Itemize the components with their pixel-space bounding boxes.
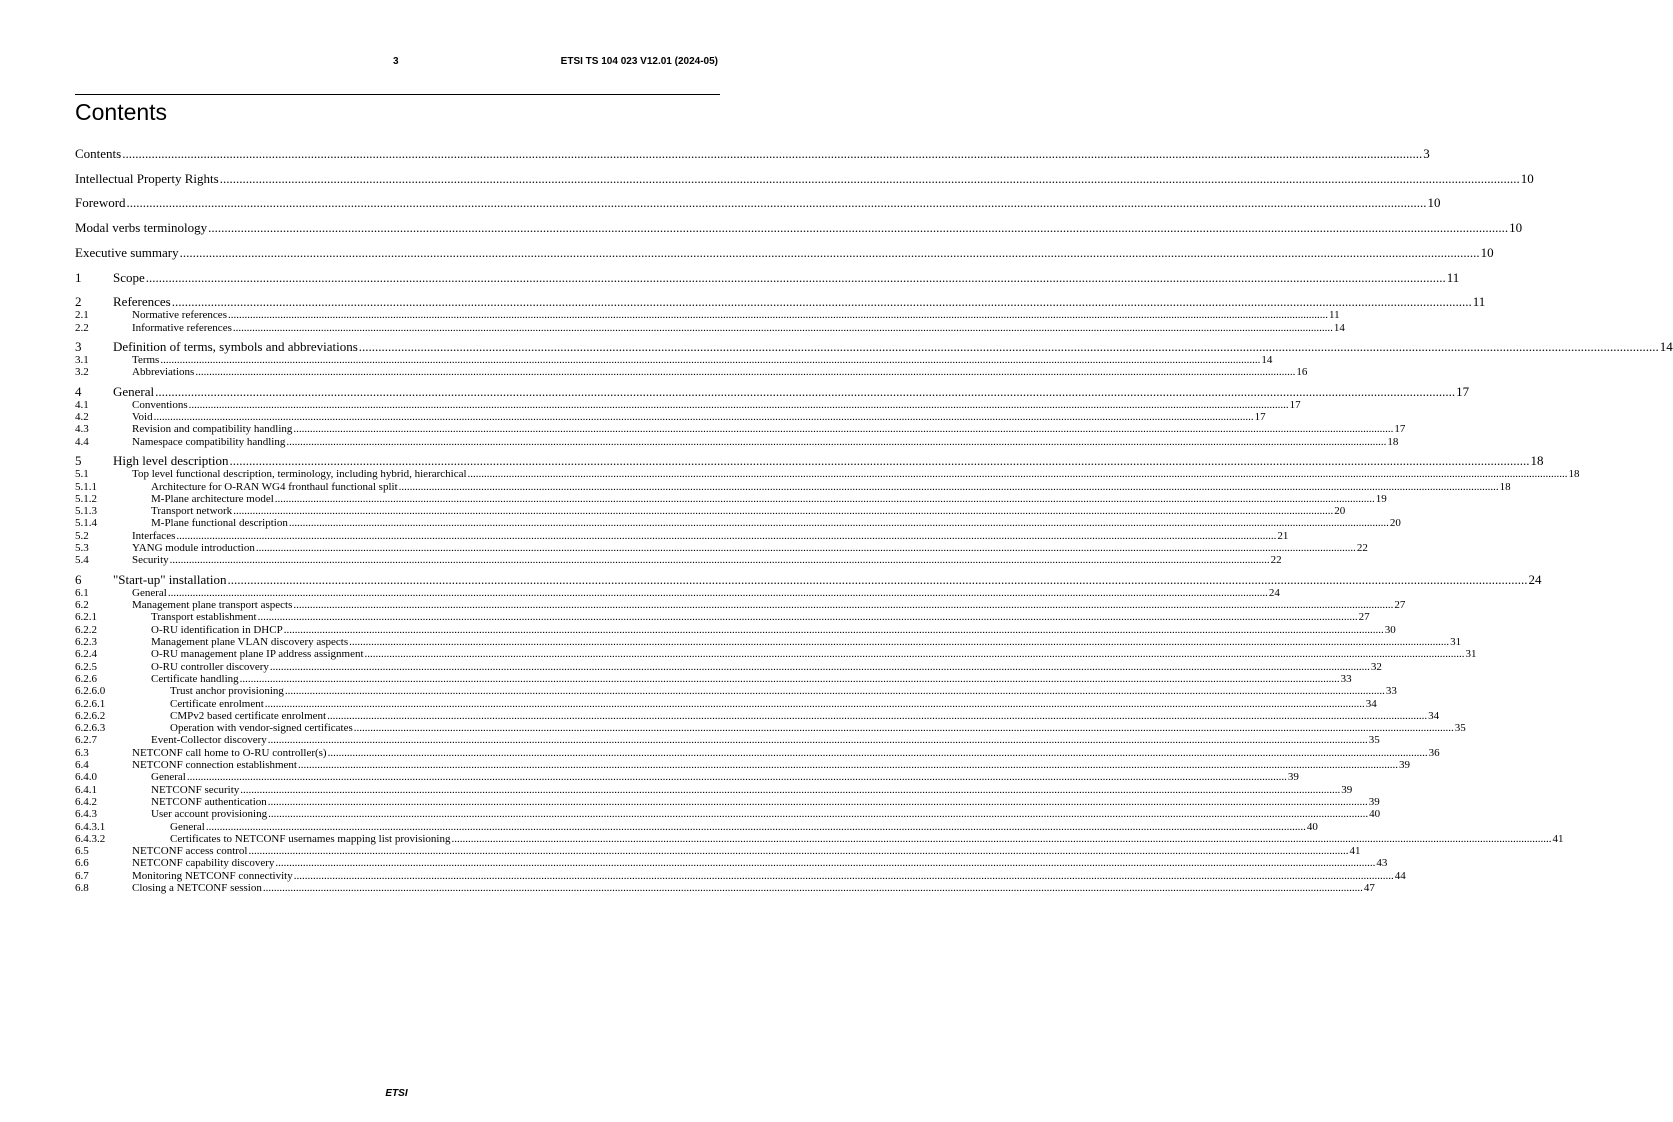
toc-entry[interactable] [75,435,1399,449]
toc-entry-number: 5.1 [75,468,89,481]
toc-entry-title: Scope [113,269,145,285]
toc-entry-title: Intellectual Property Rights [75,170,219,186]
toc-leader-dots: ................................................................................................................................................................................................................................................................................................................................................................................................................ [283,623,1384,636]
toc-leader-dots: ................................................................................................................................................................................................................................................................................................................................................................................................................ [179,244,1480,260]
toc-entry-number: 6 [75,571,82,587]
toc-entry-number: 6.5 [75,845,89,858]
toc-leader-dots: ................................................................................................................................................................................................................................................................................................................................................................................................................ [229,453,1530,469]
toc-entry-title: General [170,820,205,833]
toc-entry-page: 17 [1289,398,1301,411]
toc-leader-dots: ................................................................................................................................................................................................................................................................................................................................................................................................................ [284,685,1385,698]
toc-leader-dots: ................................................................................................................................................................................................................................................................................................................................................................................................................ [353,722,1454,735]
toc-entry-title: Transport establishment [151,611,257,624]
toc-entry-page: 40 [1369,808,1381,821]
toc-entry-title: M-Plane functional description [151,517,288,530]
toc-entry[interactable] [75,244,1494,261]
toc-entry-title: General [113,383,155,399]
toc-entry-number: 6.2.6.2 [75,709,106,722]
toc-entry-number: 5 [75,453,82,469]
toc-entry-title: "Start-up" installation [113,571,227,587]
toc-entry-title: Certificates to NETCONF usernames mapping list provisioning [170,832,451,845]
toc-entry-number: 6.4.3.2 [75,832,106,845]
toc-leader-dots: ................................................................................................................................................................................................................................................................................................................................................................................................................ [219,170,1520,186]
toc-entry[interactable] [75,869,1406,883]
toc-entry-page: 18 [1530,453,1544,469]
toc-entry[interactable] [75,709,1440,723]
toc-leader-dots: ................................................................................................................................................................................................................................................................................................................................................................................................................ [467,468,1568,481]
toc-leader-dots: ................................................................................................................................................................................................................................................................................................................................................................................................................ [262,882,1363,894]
toc-entry[interactable] [75,366,1308,379]
toc-entry-number: 6.4 [75,759,89,771]
toc-leader-dots: ................................................................................................................................................................................................................................................................................................................................................................................................................ [167,586,1268,599]
toc-entry-number: 6.3 [75,746,89,759]
toc-entry[interactable] [75,480,1511,494]
toc-entry-title: Contents [75,146,122,161]
toc-entry-page: 21 [1277,529,1289,542]
toc-entry-page: 35 [1368,734,1380,747]
toc-entry-page: 17 [1456,383,1470,399]
toc-entry-title: Security [132,554,169,567]
toc-leader-dots: ................................................................................................................................................................................................................................................................................................................................................................................................................ [364,648,1465,661]
toc-entry-title: Management plane VLAN discovery aspects [151,636,349,648]
toc-entry[interactable] [75,517,1401,530]
toc-leader-dots: ................................................................................................................................................................................................................................................................................................................................................................................................................ [240,783,1341,796]
toc-entry-number: 6.2.3 [75,636,97,648]
toc-entry[interactable] [75,321,1345,335]
toc-entry[interactable] [75,571,1542,588]
toc-entry-page: 17 [1394,423,1406,436]
toc-entry-number: 4.2 [75,411,89,424]
toc-entry-title: Transport network [151,505,233,518]
toc-leader-dots: ................................................................................................................................................................................................................................................................................................................................................................................................................ [358,339,1659,354]
toc-entry-number: 2.2 [75,321,89,334]
header-rule [75,94,720,95]
toc-entry-title: O-RU identification in DHCP [151,623,283,636]
toc-entry-page: 39 [1368,795,1380,808]
toc-entry-number: 4.1 [75,398,89,411]
toc-entry-title: Conventions [132,398,188,411]
toc-leader-dots: ................................................................................................................................................................................................................................................................................................................................................................................................................ [327,709,1428,722]
toc-entry-page: 41 [1349,845,1361,858]
toc-leader-dots: ................................................................................................................................................................................................................................................................................................................................................................................................................ [195,366,1296,379]
toc-entry-page: 44 [1394,869,1406,882]
toc-entry-number: 5.1.4 [75,517,97,530]
toc-leader-dots: ................................................................................................................................................................................................................................................................................................................................................................................................................ [269,660,1370,673]
toc-leader-dots: ................................................................................................................................................................................................................................................................................................................................................................................................................ [264,697,1365,710]
toc-leader-dots: ................................................................................................................................................................................................................................................................................................................................................................................................................ [293,599,1394,612]
toc-entry-page: 10 [1480,244,1494,260]
toc-entry-title: NETCONF capability discovery [132,857,275,870]
toc-entry-number: 6.2.6.0 [75,685,106,698]
toc-entry-title: Architecture for O-RAN WG4 fronthaul functional split [151,480,398,493]
toc-entry-title: Terms [132,354,160,366]
toc-entry-title: Executive summary [75,244,179,260]
toc-entry-number: 6.2.6 [75,672,97,685]
toc-entry-number: 3.1 [75,354,89,366]
toc-entry-title: Namespace compatibility handling [132,435,286,448]
toc-entry-page: 24 [1528,571,1542,587]
toc-entry[interactable] [75,672,1352,686]
toc-entry-number: 6.2.7 [75,734,97,747]
toc-entry[interactable] [75,170,1534,187]
toc-entry[interactable] [75,146,1430,162]
toc-leader-dots: ................................................................................................................................................................................................................................................................................................................................................................................................................ [297,759,1398,771]
toc-leader-dots: ................................................................................................................................................................................................................................................................................................................................................................................................................ [257,611,1358,624]
toc-entry[interactable] [75,453,1544,469]
toc-leader-dots: ................................................................................................................................................................................................................................................................................................................................................................................................................ [232,321,1333,334]
toc-entry-number: 6.1 [75,586,89,599]
toc-leader-dots: ................................................................................................................................................................................................................................................................................................................................................................................................................ [188,398,1289,411]
toc-entry-page: 47 [1363,882,1375,894]
toc-entry-page: 30 [1384,623,1396,636]
toc-entry[interactable] [75,783,1353,797]
toc-leader-dots: ................................................................................................................................................................................................................................................................................................................................................................................................................ [227,571,1528,587]
toc-entry-page: 16 [1296,366,1308,379]
toc-entry[interactable] [75,492,1387,506]
toc-leader-dots: ................................................................................................................................................................................................................................................................................................................................................................................................................ [451,832,1552,845]
toc-entry-page: 31 [1450,636,1462,648]
toc-leader-dots: ................................................................................................................................................................................................................................................................................................................................................................................................................ [208,220,1509,236]
toc-entry-page: 18 [1499,480,1511,493]
toc-entry-number: 6.4.1 [75,783,97,796]
toc-entry-page: 34 [1428,709,1440,722]
toc-leader-dots: ................................................................................................................................................................................................................................................................................................................................................................................................................ [274,492,1375,505]
toc-entry-page: 19 [1375,492,1387,505]
toc-entry-page: 11 [1446,269,1460,285]
toc-leader-dots: ................................................................................................................................................................................................................................................................................................................................................................................................................ [153,411,1254,424]
toc-leader-dots: ................................................................................................................................................................................................................................................................................................................................................................................................................ [293,869,1394,882]
toc-entry-page: 3 [1423,146,1430,161]
toc-entry[interactable] [75,820,1318,834]
footer-etsi: ETSI [385,1088,408,1099]
toc-entry-page: 40 [1306,820,1318,833]
toc-entry[interactable] [75,660,1382,674]
toc-leader-dots: ................................................................................................................................................................................................................................................................................................................................................................................................................ [171,294,1472,310]
toc-entry-number: 5.1.3 [75,505,97,518]
toc-entry-page: 39 [1341,783,1353,796]
toc-leader-dots: ................................................................................................................................................................................................................................................................................................................................................................................................................ [267,795,1368,808]
toc-entry-title: Trust anchor provisioning [170,685,284,698]
toc-entry[interactable] [75,423,1406,436]
toc-entry-page: 22 [1356,542,1368,554]
toc-leader-dots: ................................................................................................................................................................................................................................................................................................................................................................................................................ [186,771,1287,784]
toc-entry-number: 3 [75,339,82,354]
toc-entry-title: General [151,771,186,784]
toc-entry-title: Closing a NETCONF session [132,882,262,894]
toc-leader-dots: ................................................................................................................................................................................................................................................................................................................................................................................................................ [233,505,1334,518]
toc-entry-number: 5.1.1 [75,480,97,493]
toc-entry[interactable] [75,468,1580,481]
toc-entry[interactable] [75,882,1375,895]
toc-leader-dots: ................................................................................................................................................................................................................................................................................................................................................................................................................ [349,636,1450,648]
toc-entry-page: 39 [1287,771,1299,784]
toc-entry[interactable] [75,771,1299,784]
toc-entry-title: O-RU management plane IP address assignment [151,648,364,661]
toc-entry-title: NETCONF call home to O-RU controller(s) [132,746,327,759]
toc-entry-number: 6.2.1 [75,611,97,624]
toc-entry-number: 3.2 [75,366,89,379]
toc-entry[interactable] [75,309,1340,322]
toc-leader-dots: ................................................................................................................................................................................................................................................................................................................................................................................................................ [227,309,1328,322]
toc-leader-dots: ................................................................................................................................................................................................................................................................................................................................................................................................................ [169,554,1270,567]
toc-entry-title: Normative references [132,309,227,322]
toc-entry-title: Revision and compatibility handling [132,423,293,436]
toc-entry-title: NETCONF access control [132,845,248,858]
toc-entry[interactable] [75,354,1273,367]
toc-entry-number: 6.7 [75,869,89,882]
toc-entry-page: 31 [1465,648,1477,661]
toc-entry[interactable] [75,195,1441,211]
toc-leader-dots: ................................................................................................................................................................................................................................................................................................................................................................................................................ [267,734,1368,747]
toc-entry[interactable] [75,269,1460,286]
toc-entry[interactable] [75,623,1396,637]
toc-entry-page: 11 [1472,294,1486,310]
toc-entry-number: 6.2.6.1 [75,697,106,710]
toc-leader-dots: ................................................................................................................................................................................................................................................................................................................................................................................................................ [268,808,1369,821]
toc-entry-title: User account provisioning [151,808,268,821]
toc-entry-page: 20 [1389,517,1401,530]
toc-entry-page: 36 [1428,746,1440,759]
toc-leader-dots: ................................................................................................................................................................................................................................................................................................................................................................................................................ [155,383,1456,399]
toc-entry-title: YANG module introduction [132,542,255,554]
toc-leader-dots: ................................................................................................................................................................................................................................................................................................................................................................................................................ [176,529,1277,542]
toc-entry[interactable] [75,636,1462,649]
toc-entry-number: 6.4.3.1 [75,820,106,833]
toc-leader-dots: ................................................................................................................................................................................................................................................................................................................................................................................................................ [160,354,1261,366]
toc-entry-title: CMPv2 based certificate enrolment [170,709,327,722]
toc-entry-number: 5.3 [75,542,89,554]
toc-entry[interactable] [75,339,1673,355]
toc-entry-page: 39 [1398,759,1410,771]
toc-leader-dots: ................................................................................................................................................................................................................................................................................................................................................................................................................ [248,845,1349,858]
toc-entry-title: Foreword [75,195,126,211]
toc-entry-title: References [113,294,171,310]
toc-entry-number: 6.8 [75,882,89,894]
toc-entry[interactable] [75,411,1266,424]
toc-entry-title: NETCONF authentication [151,795,267,808]
toc-entry[interactable] [75,746,1440,760]
toc-entry[interactable] [75,542,1368,555]
toc-entry-page: 17 [1254,411,1266,424]
toc-entry[interactable] [75,398,1301,412]
toc-entry-page: 24 [1268,586,1280,599]
toc-entry[interactable] [75,294,1486,310]
toc-entry-title: Monitoring NETCONF connectivity [132,869,293,882]
toc-entry-page: 27 [1394,599,1406,612]
toc-entry-title: O-RU controller discovery [151,660,269,673]
toc-entry-page: 10 [1520,170,1534,186]
toc-entry-page: 14 [1659,339,1673,354]
toc-entry-title: Management plane transport aspects [132,599,293,612]
toc-entry[interactable] [75,722,1466,735]
toc-entry-title: High level description [113,453,229,469]
toc-entry-page: 10 [1427,195,1441,211]
toc-leader-dots: ................................................................................................................................................................................................................................................................................................................................................................................................................ [398,480,1499,493]
toc-entry[interactable] [75,795,1380,809]
toc-leader-dots: ................................................................................................................................................................................................................................................................................................................................................................................................................ [275,857,1376,870]
toc-entry[interactable] [75,383,1470,400]
toc-entry-number: 6.2.5 [75,660,97,673]
toc-entry[interactable] [75,685,1397,698]
toc-entry[interactable] [75,845,1361,858]
toc-entry[interactable] [75,586,1280,600]
toc-entry-number: 1 [75,269,82,285]
toc-leader-dots: ................................................................................................................................................................................................................................................................................................................................................................................................................ [126,195,1427,211]
toc-entry-number: 5.1.2 [75,492,97,505]
toc-entry-number: 6.4.0 [75,771,97,784]
toc-entry-page: 27 [1358,611,1370,624]
toc-entry-page: 20 [1334,505,1346,518]
toc-entry-number: 4.4 [75,435,89,448]
toc-entry[interactable] [75,611,1370,624]
toc-entry[interactable] [75,599,1406,612]
toc-entry-title: Operation with vendor-signed certificates [170,722,353,735]
toc-entry-title: M-Plane architecture model [151,492,274,505]
toc-entry-page: 14 [1333,321,1345,334]
toc-entry-page: 33 [1340,672,1352,685]
toc-entry-page: 41 [1552,832,1564,845]
toc-entry-number: 6.2.2 [75,623,97,636]
toc-entry-number: 4 [75,383,82,399]
toc-entry[interactable] [75,697,1377,711]
page-title: Contents [75,99,168,125]
toc-entry[interactable] [75,808,1381,821]
toc-entry-page: 34 [1365,697,1377,710]
toc-entry-number: 5.2 [75,529,89,542]
toc-entry-page: 11 [1328,309,1340,322]
toc-entry-number: 2.1 [75,309,89,322]
toc-entry-title: Event-Collector discovery [151,734,267,747]
toc-entry-number: 6.2 [75,599,89,612]
toc-entry-page: 18 [1568,468,1580,481]
toc-leader-dots: ................................................................................................................................................................................................................................................................................................................................................................................................................ [288,517,1389,530]
toc-entry-page: 32 [1370,660,1382,673]
toc-entry[interactable] [75,220,1523,236]
toc-leader-dots: ................................................................................................................................................................................................................................................................................................................................................................................................................ [205,820,1306,833]
header-document-id: ETSI TS 104 023 V12.01 (2024-05) [560,56,718,67]
toc-entry-page: 35 [1454,722,1466,735]
toc-entry-title: Void [132,411,153,424]
toc-entry-title: Top level functional description, terminology, including hybrid, hierarchical [132,468,467,481]
toc-entry-title: Informative references [132,321,232,334]
toc-entry-title: Abbreviations [132,366,195,379]
header-page-number: 3 [393,56,399,67]
toc-entry-title: Interfaces [132,529,176,542]
toc-entry-title: NETCONF security [151,783,240,796]
toc-entry[interactable] [75,832,1564,846]
toc-entry[interactable] [75,734,1380,747]
toc-entry-number: 6.2.4 [75,648,97,661]
toc-leader-dots: ................................................................................................................................................................................................................................................................................................................................................................................................................ [293,423,1394,436]
toc-entry-title: Certificate handling [151,672,239,685]
toc-entry-page: 43 [1376,857,1388,870]
toc-entry-number: 6.4.3 [75,808,97,821]
toc-entry-title: General [132,586,167,599]
toc-leader-dots: ................................................................................................................................................................................................................................................................................................................................................................................................................ [286,435,1387,448]
toc-entry-number: 6.6 [75,857,89,870]
toc-leader-dots: ................................................................................................................................................................................................................................................................................................................................................................................................................ [145,269,1446,285]
toc-leader-dots: ................................................................................................................................................................................................................................................................................................................................................................................................................ [327,746,1428,759]
toc-entry-page: 18 [1387,435,1399,448]
toc-leader-dots: ................................................................................................................................................................................................................................................................................................................................................................................................................ [255,542,1356,554]
toc-entry[interactable] [75,505,1346,518]
toc-entry-page: 33 [1385,685,1397,698]
toc-entry-number: 6.4.2 [75,795,97,808]
toc-leader-dots: ................................................................................................................................................................................................................................................................................................................................................................................................................ [122,146,1423,161]
toc-entry-number: 4.3 [75,423,89,436]
toc-leader-dots: ................................................................................................................................................................................................................................................................................................................................................................................................................ [239,672,1340,685]
toc-entry-number: 6.2.6.3 [75,722,106,735]
toc-entry-title: NETCONF connection establishment [132,759,297,771]
toc-entry-title: Certificate enrolment [170,697,264,710]
toc-entry-page: 10 [1509,220,1523,236]
toc-entry-number: 5.4 [75,554,89,567]
toc-entry-title: Modal verbs terminology [75,220,208,236]
toc-entry[interactable] [75,648,1477,661]
toc-entry-title: Definition of terms, symbols and abbreviations [113,339,358,354]
toc-entry[interactable] [75,759,1410,772]
toc-entry-number: 2 [75,294,82,310]
toc-entry[interactable] [75,857,1388,870]
toc-entry[interactable] [75,529,1289,543]
toc-entry[interactable] [75,554,1282,567]
toc-entry-page: 22 [1270,554,1282,567]
toc-entry-page: 14 [1261,354,1273,366]
